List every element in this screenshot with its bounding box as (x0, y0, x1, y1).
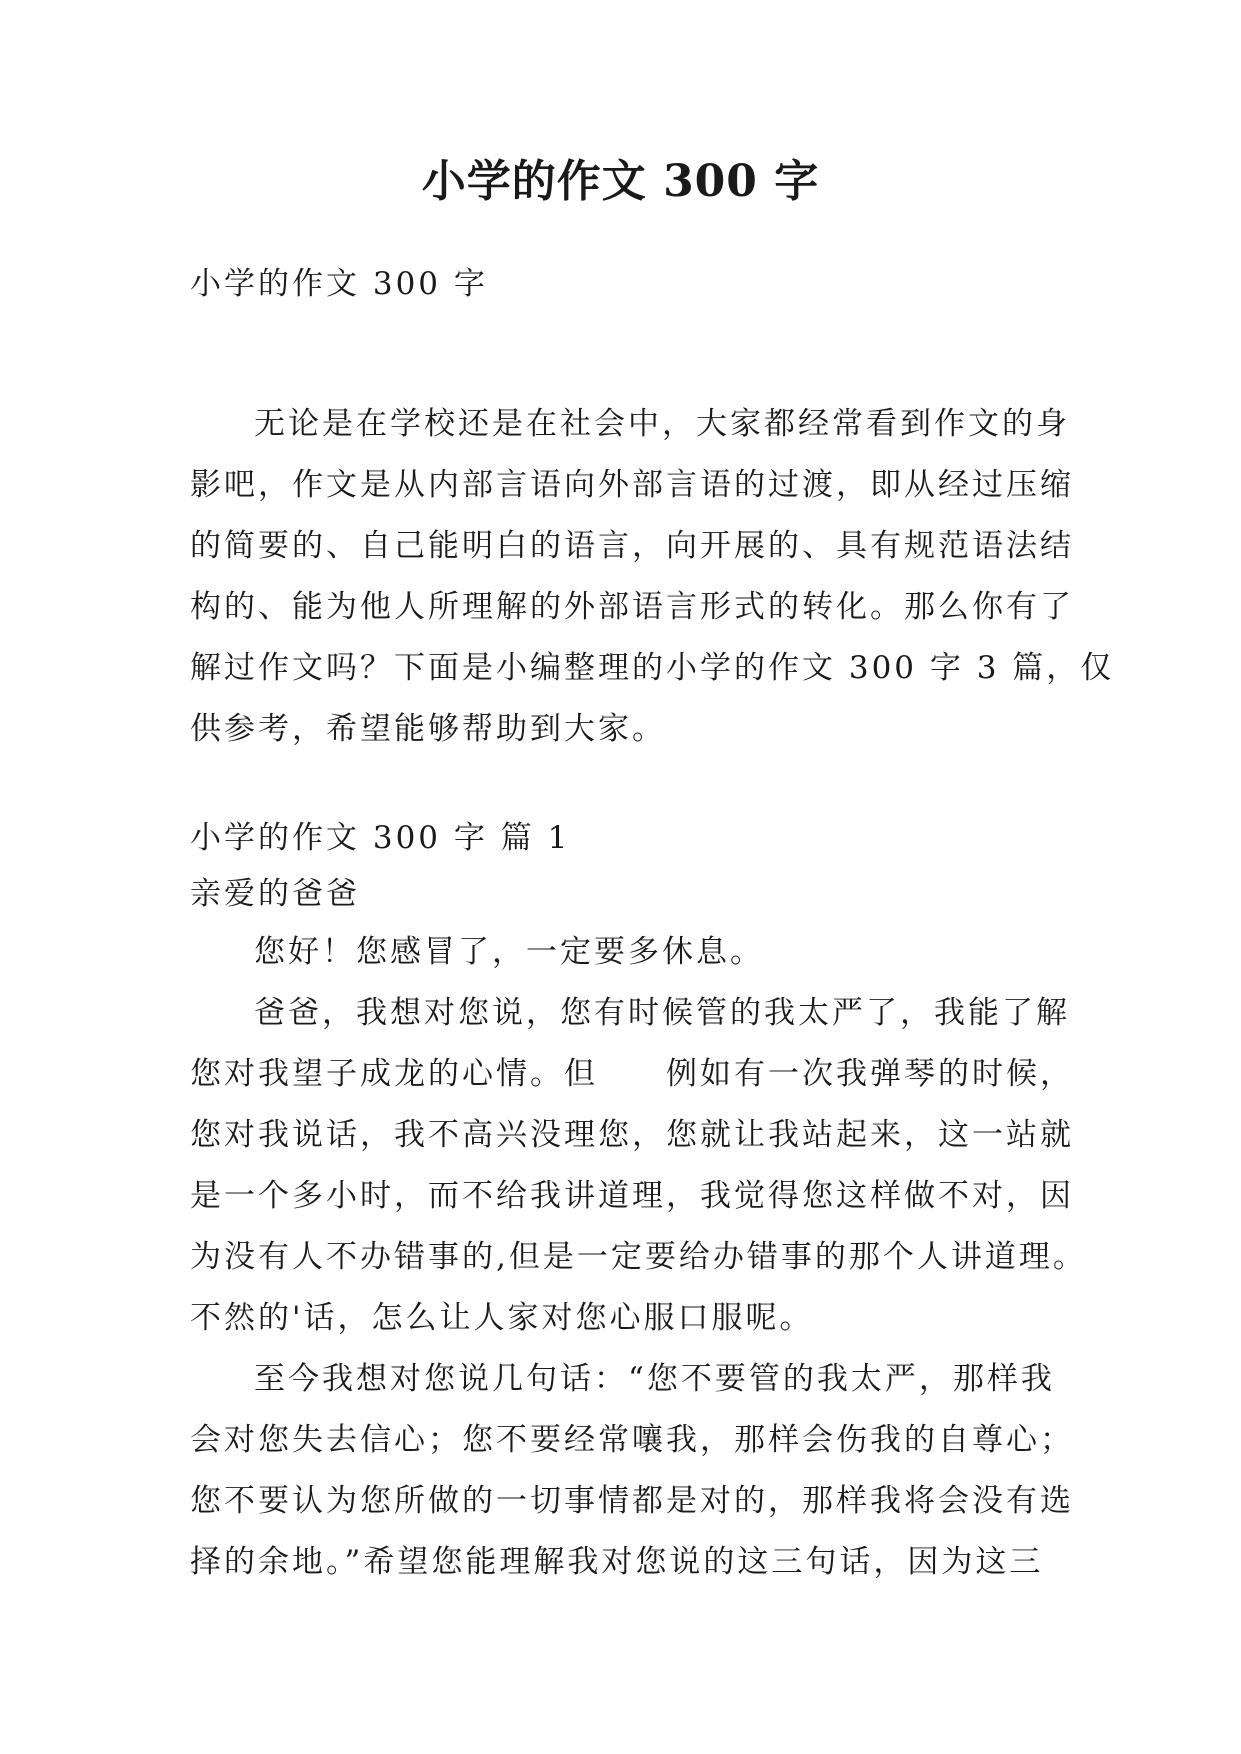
body-line: 您不要认为您所做的一切事情都是对的，那样我将会没有选 (190, 1483, 1074, 1519)
document-subtitle: 小学的作文 300 字 (190, 266, 488, 302)
body-line: 择的余地。”希望您能理解我对您说的这三句话，因为这三 (190, 1544, 1044, 1580)
intro-line: 供参考，希望能够帮助到大家。 (190, 711, 666, 747)
body-line: 您对我说话，我不高兴没理您，您就让我站起来，这一站就 (190, 1117, 1074, 1153)
body-line: 爸爸，我想对您说，您有时候管的我太严了，我能了解 (254, 995, 1070, 1031)
body-line: 会对您失去信心；您不要经常嚷我，那样会伤我的自尊心； (190, 1422, 1074, 1458)
body-line: 您对我望子成龙的心情。但 例如有一次我弹琴的时候， (190, 1056, 1074, 1092)
body-line: 至今我想对您说几句话：“您不要管的我太严，那样我 (254, 1361, 1055, 1397)
section-heading: 小学的作文 300 字 篇 1 (190, 820, 571, 856)
intro-line: 构的、能为他人所理解的外部语言形式的转化。那么你有了 (190, 589, 1074, 625)
intro-line: 的简要的、自己能明白的语言，向开展的、具有规范语法结 (190, 528, 1074, 564)
body-line: 是一个多小时，而不给我讲道理，我觉得您这样做不对，因 (190, 1178, 1074, 1214)
body-line: 您好！您感冒了，一定要多休息。 (254, 934, 764, 970)
body-line: 不然的'话，怎么让人家对您心服口服呢。 (190, 1300, 814, 1336)
document-title: 小学的作文 300 字 (421, 156, 820, 207)
body-line: 为没有人不办错事的,但是一定要给办错事的那个人讲道理。 (190, 1239, 1087, 1275)
intro-line: 影吧，作文是从内部言语向外部言语的过渡，即从经过压缩 (190, 467, 1074, 503)
intro-line: 解过作文吗？下面是小编整理的小学的作文 300 字 3 篇，仅 (190, 650, 1115, 686)
intro-line: 无论是在学校还是在社会中，大家都经常看到作文的身 (254, 406, 1070, 442)
salutation: 亲爱的爸爸 (190, 876, 360, 912)
